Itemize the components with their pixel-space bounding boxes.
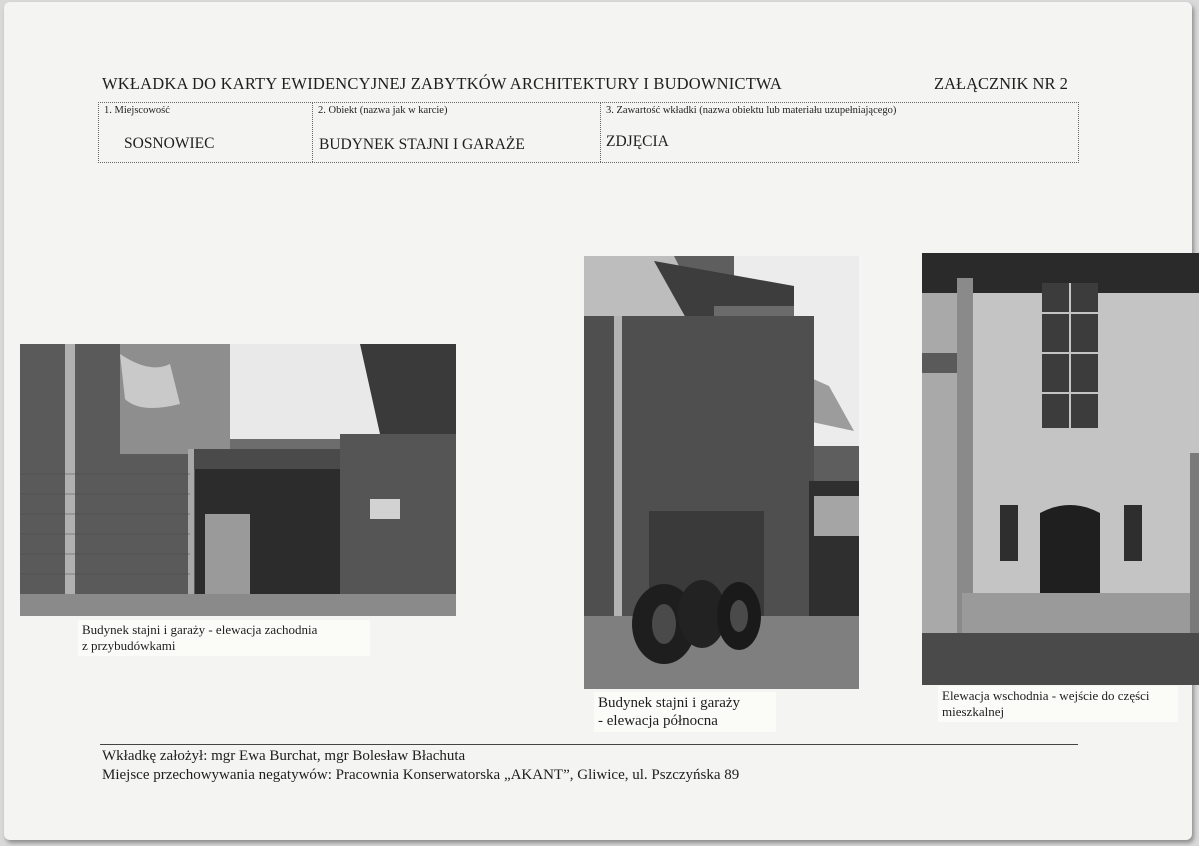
- locality-value: SOSNOWIEC: [124, 135, 215, 152]
- footer-author: Wkładkę założył: mgr Ewa Burchat, mgr Bolesław Błachuta: [102, 748, 466, 764]
- photo-north-elevation: [584, 256, 859, 689]
- info-table: [98, 102, 1079, 163]
- photo-east-caption: [938, 686, 1178, 722]
- document-sheet: [4, 2, 1192, 840]
- photo-east-caption-line2: mieszkalnej: [942, 704, 1005, 719]
- photo-east-elevation: [922, 253, 1199, 685]
- content-value: ZDJĘCIA: [606, 133, 669, 150]
- photo-north-caption-line2: - elewacja północna: [598, 713, 718, 729]
- object-label: 2. Obiekt (nazwa jak w karcie): [318, 105, 448, 116]
- content-cell: [601, 103, 1078, 162]
- photo-west-elevation-image: [20, 344, 456, 616]
- photo-west-caption-line2: z przybudówkami: [82, 638, 176, 653]
- locality-cell: [99, 103, 313, 162]
- photo-west-elevation: [20, 344, 456, 616]
- locality-label: 1. Miejscowość: [104, 105, 170, 116]
- photo-east-caption-line1: Elewacja wschodnia - wejście do części: [942, 688, 1150, 703]
- photo-east-elevation-image: [922, 253, 1199, 685]
- photo-west-caption-line1: Budynek stajni i garaży - elewacja zachodnia: [82, 622, 318, 637]
- photo-north-caption: [594, 692, 776, 732]
- object-value: BUDYNEK STAJNI I GARAŻE: [319, 136, 525, 153]
- footer-divider: [100, 744, 1078, 745]
- footer-negatives-location: Miejsce przechowywania negatywów: Pracownia Konserwatorska „AKANT”, Gliwice, ul. Pszczyńska 89: [102, 767, 740, 783]
- annex-number: ZAŁĄCZNIK NR 2: [934, 74, 1068, 93]
- photo-west-caption: [78, 620, 370, 656]
- photo-north-elevation-image: [584, 256, 859, 689]
- photo-north-caption-line1: Budynek stajni i garaży: [598, 695, 741, 711]
- document-title: WKŁADKA DO KARTY EWIDENCYJNEJ ZABYTKÓW ARCHITEKTURY I BUDOWNICTWA: [102, 74, 783, 93]
- content-label: 3. Zawartość wkładki (nazwa obiektu lub materiału uzupełniającego): [606, 105, 897, 116]
- object-cell: [313, 103, 601, 162]
